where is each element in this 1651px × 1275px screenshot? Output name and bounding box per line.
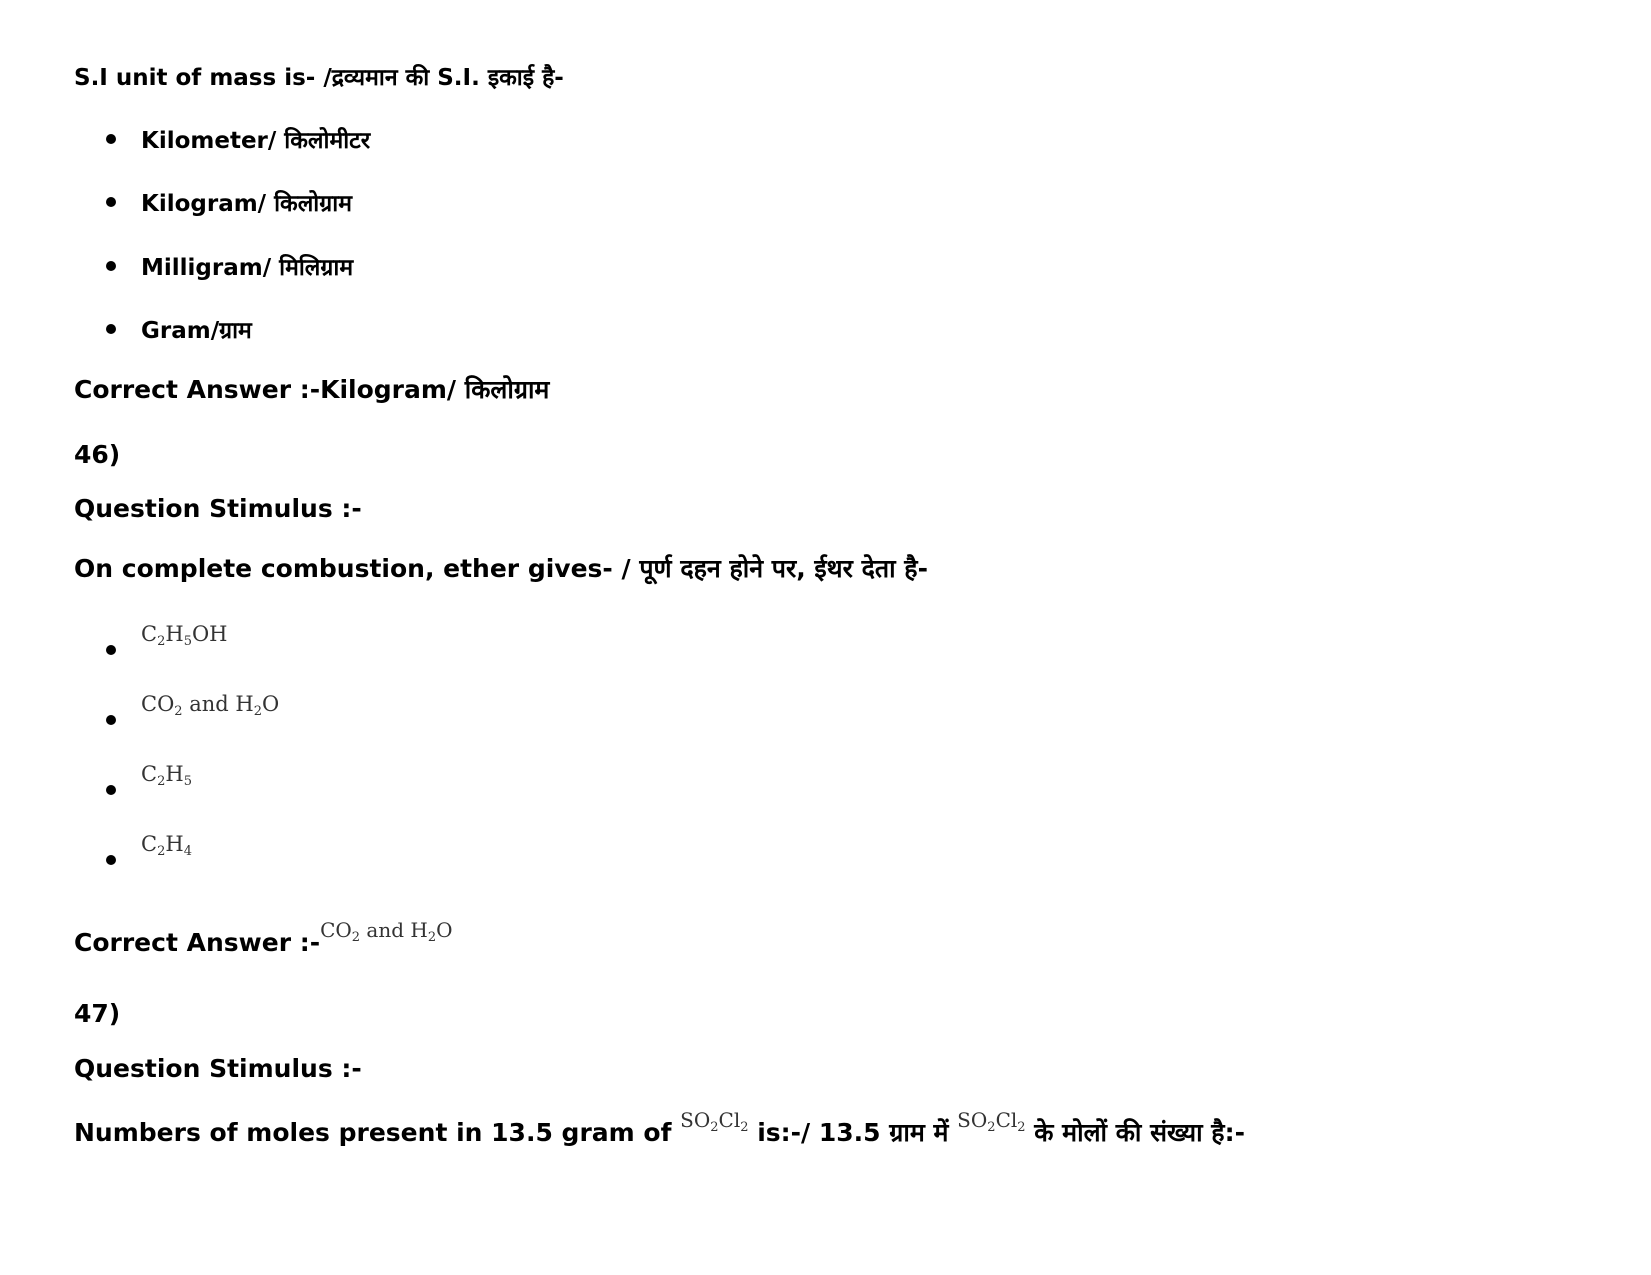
formula-c2h5oh: $C_2H_5OH$ [141, 622, 228, 649]
option-item [106, 186, 706, 216]
option-text: Kilometer/ किलोमीटर [141, 128, 371, 154]
option-item [106, 123, 706, 153]
option-text: Gram/ग्राम [141, 318, 252, 344]
correct-answer-label: Correct Answer :- [74, 928, 321, 957]
bullet-icon [106, 324, 116, 334]
correct-answer [74, 372, 549, 406]
question-stem: On complete combustion, ether gives- / पूर्ण दहन होने पर, ईथर देता है- [74, 554, 928, 583]
bullet-icon [106, 855, 116, 865]
question-stimulus-label: Question Stimulus :- [74, 1054, 362, 1083]
formula-so2cl2: SO2Cl2 [957, 1108, 1026, 1135]
correct-answer-value: Kilogram/ किलोग्राम [320, 375, 550, 404]
bullet-icon [106, 645, 116, 655]
option-text: Milligram/ मिलिग्राम [141, 255, 354, 281]
option-item [106, 832, 506, 880]
question-stimulus-label: Question Stimulus :- [74, 494, 362, 523]
option-item [106, 250, 706, 280]
bullet-icon [106, 785, 116, 795]
option-text: Kilogram/ किलोग्राम [141, 191, 352, 217]
question-stem: S.I unit of mass is- /द्रव्यमान की S.I. इकाई है- [74, 65, 564, 91]
bullet-icon [106, 197, 116, 207]
question-number: 46) [74, 440, 121, 469]
correct-answer [74, 918, 453, 959]
question-number: 47) [74, 999, 121, 1028]
bullet-icon [106, 134, 116, 144]
stem-text-part2: is:-/ 13.5 ग्राम में [748, 1118, 958, 1147]
formula-co2-h2o: $CO_2$ and $H_2O$ [141, 692, 280, 719]
formula-c2h4: $C_2H_4$ [141, 832, 192, 859]
stem-text-part3: के मोलों की संख्या है:- [1025, 1118, 1245, 1147]
question-stem [74, 1108, 1245, 1149]
option-item [106, 692, 506, 740]
bullet-icon [106, 261, 116, 271]
formula-c2h5: $C_2H_5$ [141, 762, 192, 789]
bullet-icon [106, 715, 116, 725]
stem-text-part1: Numbers of moles present in 13.5 gram of [74, 1118, 681, 1147]
option-item [106, 622, 506, 670]
option-item [106, 313, 706, 343]
option-item [106, 762, 506, 810]
formula-so2cl2: SO2Cl2 [680, 1108, 749, 1135]
correct-answer-label: Correct Answer :- [74, 375, 321, 404]
correct-answer-formula: CO2 and H2O [320, 918, 453, 945]
